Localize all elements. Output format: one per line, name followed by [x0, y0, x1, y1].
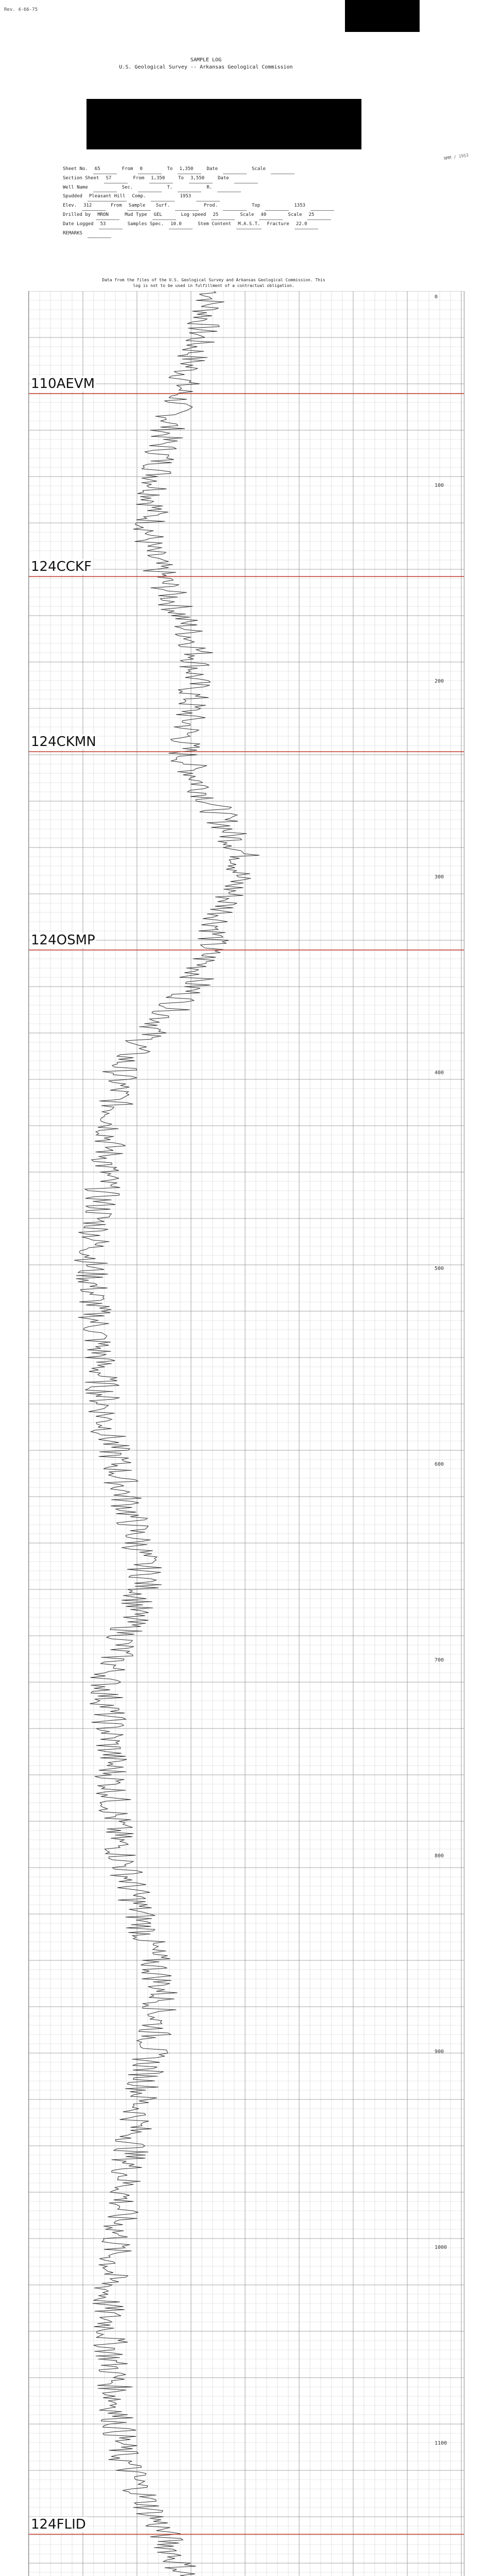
depth-mark: 900	[435, 2049, 444, 2055]
top-depth-label: 0	[435, 294, 438, 300]
form-field-value: 1,350	[178, 165, 201, 174]
form-field-label: Scale	[252, 166, 266, 172]
form-field-label: Date	[217, 176, 229, 181]
form-field-label: Drilled by	[63, 212, 91, 217]
form-field-value	[88, 229, 111, 238]
form-field-label: Prod.	[203, 203, 218, 208]
form-field-value: 312	[82, 201, 106, 211]
log-grid-and-trace	[29, 291, 464, 2576]
form-field-label: Comp.	[132, 194, 146, 199]
form-field-value: 3,550	[189, 174, 213, 183]
sample-log-strip	[28, 291, 464, 2576]
form-field-label: From	[133, 176, 145, 181]
form-row	[63, 211, 392, 220]
form-field-value	[265, 201, 289, 211]
form-field-value	[271, 165, 295, 174]
scan-id: Rev. 4-66-75	[4, 7, 38, 12]
form-field-label: From	[122, 166, 133, 172]
depth-mark: 600	[435, 1462, 444, 1467]
form-field-label: Date Logged	[63, 222, 94, 227]
form-field-value: S7	[104, 174, 128, 183]
form-field-label: Scale	[240, 212, 254, 217]
depth-mark: 1100	[435, 2441, 447, 2446]
form-field-label: Log speed	[181, 212, 206, 217]
form-field-value	[223, 165, 247, 174]
redaction-block-header	[86, 99, 361, 149]
form-row	[63, 183, 392, 192]
form-field-value	[196, 192, 220, 201]
form-row	[63, 192, 392, 201]
sample-label: 110AEVM	[31, 376, 95, 392]
form-field-value: 65	[93, 165, 117, 174]
sample-label: 124CCKF	[31, 559, 92, 574]
form-field-value	[138, 183, 162, 192]
form-field-value	[223, 201, 247, 211]
sample-label: 124FLID	[31, 2517, 86, 2532]
form-field-label: To	[178, 176, 184, 181]
depth-mark: 200	[435, 679, 444, 684]
form-field-value: 10.0	[169, 220, 193, 229]
form-field-value: 53	[99, 220, 123, 229]
form-field-label: T.	[167, 185, 173, 190]
form-field-label: Sheet No.	[63, 166, 88, 172]
depth-mark: 800	[435, 1853, 444, 1859]
form-row	[63, 220, 392, 229]
form-field-label: Elev.	[63, 203, 77, 208]
form-field-value: 0	[138, 165, 162, 174]
form-field-value: 25	[307, 211, 331, 220]
form-field-value	[217, 183, 241, 192]
form-row	[63, 174, 392, 183]
form-field-label: Stem Content	[198, 222, 232, 227]
form-field-label: REMARKS	[63, 231, 82, 236]
form-field-value: M.A.S.T.	[236, 220, 262, 229]
form-field-value	[178, 183, 201, 192]
depth-mark: 500	[435, 1266, 444, 1272]
form-field-label: Section Sheet	[63, 176, 99, 181]
form-row	[63, 165, 392, 174]
form-field-label: Surf.	[155, 203, 170, 208]
log-subtitle: U.S. Geological Survey -- Arkansas Geological Commission	[119, 64, 293, 70]
form-field-label: Samples Spec.	[127, 222, 164, 227]
disclaimer: Data from the files of the U.S. Geological Survey and Arkansas Geological Commission. This log is not to be used in fulfillment of a contractual obligation.	[102, 278, 325, 288]
form-field-value: GEL	[152, 211, 176, 220]
form-field-value	[234, 174, 258, 183]
form-field-label: Top	[251, 203, 261, 208]
depth-mark: 100	[435, 483, 444, 488]
depth-mark: 400	[435, 1070, 444, 1076]
form-field-value	[93, 183, 117, 192]
form-field-value: 22.0	[295, 220, 318, 229]
form-row	[63, 229, 392, 238]
form-field-value: 25	[211, 211, 235, 220]
depth-mark: 300	[435, 874, 444, 880]
form-field-value: Sample	[127, 201, 151, 211]
form-field-label: Scale	[288, 212, 302, 217]
form-field-label: Well Name	[63, 185, 88, 190]
depth-mark: 1000	[435, 2245, 447, 2250]
form-field-label: 1353	[294, 203, 305, 208]
form-field-value: 1,350	[149, 174, 173, 183]
log-header	[62, 57, 350, 71]
form-field-value: 40	[259, 211, 283, 220]
form-field-label: 1953	[180, 194, 192, 199]
form-field-label: R.	[206, 185, 213, 190]
depth-mark: 700	[435, 1657, 444, 1663]
form-field-label: To	[167, 166, 173, 172]
form-field-value	[310, 201, 334, 211]
form-field-label: Fracture	[267, 222, 289, 227]
form-field-label: From	[111, 203, 122, 208]
side-annotation: NMM / 1953	[443, 152, 469, 161]
well-info-form	[63, 165, 392, 238]
form-field-value: Pleasant Hill	[88, 192, 127, 201]
form-field-value: MRON	[96, 211, 119, 220]
sample-label: 124CKMN	[31, 734, 96, 750]
form-field-value	[175, 201, 199, 211]
log-title: SAMPLE LOG	[190, 57, 222, 63]
form-field-label: Mud Type	[125, 212, 147, 217]
form-field-label: Spudded	[63, 194, 82, 199]
sample-label: 124OSMP	[31, 933, 95, 948]
form-row	[63, 201, 392, 211]
form-field-label: Sec.	[122, 185, 133, 190]
form-field-label: Date	[206, 166, 218, 172]
redaction-block-top	[345, 0, 420, 32]
form-field-value	[151, 192, 175, 201]
log-trace	[74, 291, 259, 2576]
